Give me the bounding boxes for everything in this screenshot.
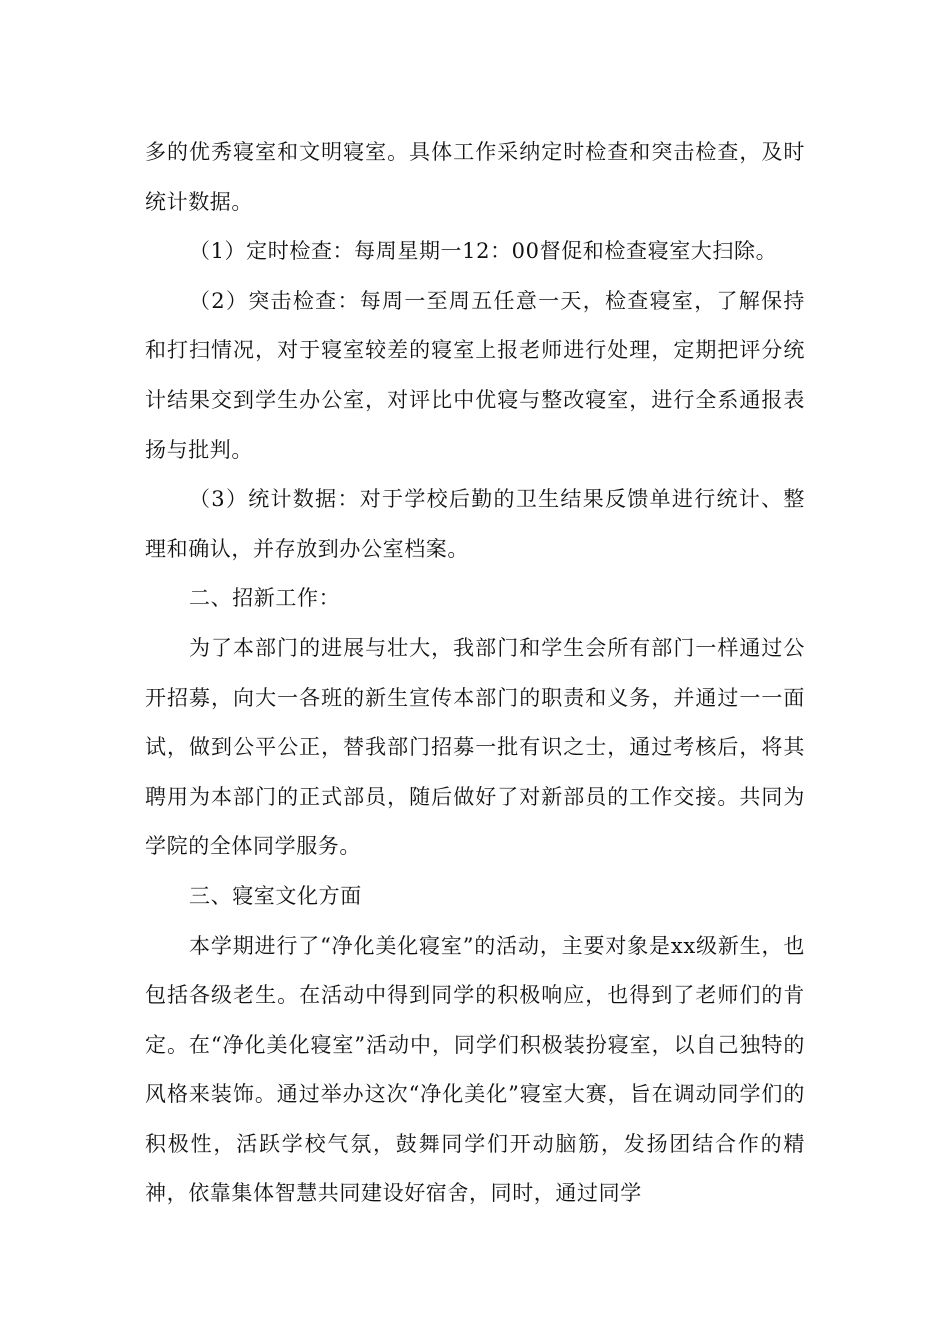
paragraph-statistics: （3）统计数据：对于学校后勤的卫生结果反馈单进行统计、整理和确认，并存放到办公室档案。 — [145, 487, 805, 561]
paragraph-surprise-inspection: （2）突击检查：每周一至周五任意一天，检查寝室，了解保持和打扫情况，对于寝室较差的寝室上报老师进行处理，定期把评分统计结果交到学生办公室，对评比中优寝与整改寝室，进行全系通报表扬与批判。 — [145, 288, 805, 462]
paragraph-dorm-culture: 本学期进行了“净化美化寝室”的活动，主要对象是xx级新生，也包括各级老生。在活动中得到同学的积极响应，也得到了老师们的肯定。在“净化美化寝室”活动中，同学们积极装扮寝室，以自己独特的风格来装饰。通过举办这次“净化美化”寝室大赛，旨在调动同学们的积极性，活跃学校气氛，鼓舞同学们开动脑筋，发扬团结合作的精神，依靠集体智慧共同建设好宿舍，同时，通过同学 — [145, 933, 805, 1206]
section-heading-dorm-culture: 三、寝室文化方面 — [189, 883, 362, 908]
paragraph-scheduled-inspection: （1）定时检查：每周星期一12：00督促和检查寝室大扫除。 — [189, 239, 778, 264]
section-heading-recruitment: 二、招新工作： — [189, 586, 341, 611]
paragraph-recruitment: 为了本部门的进展与壮大，我部门和学生会所有部门一样通过公开招募，向大一各班的新生宣传本部门的职责和义务，并通过一一面试，做到公平公正，替我部门招募一批有识之士，通过考核后，将其聘用为本部门的正式部员，随后做好了对新部员的工作交接。共同为学院的全体同学服务。 — [145, 635, 805, 859]
document-body — [145, 128, 805, 1219]
paragraph-continuation: 多的优秀寝室和文明寝室。具体工作采纳定时检查和突击检查，及时统计数据。 — [145, 140, 805, 214]
